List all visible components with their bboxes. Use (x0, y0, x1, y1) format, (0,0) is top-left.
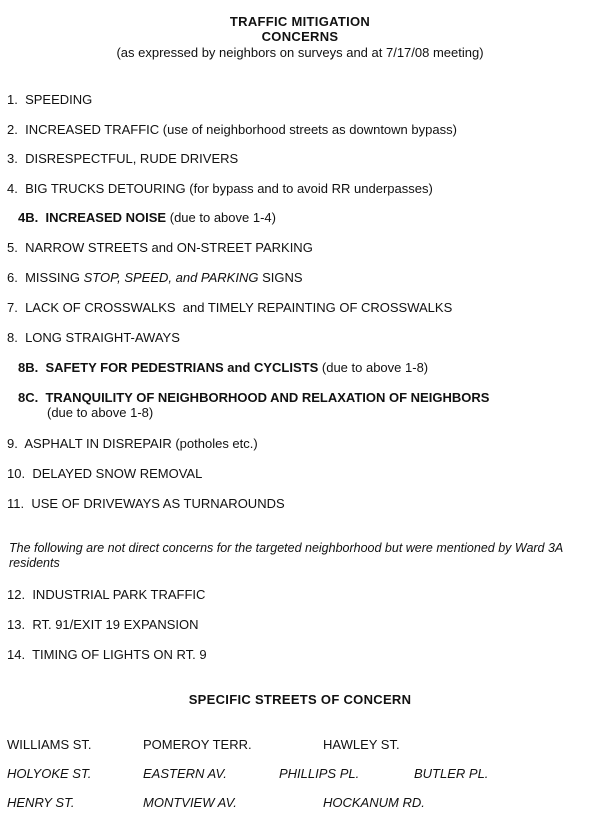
item-text: INCREASED TRAFFIC (use of neighborhood streets as downtown bypass) (25, 122, 457, 137)
subtitle: (as expressed by neighbors on surveys and at 7/17/08 meeting) (116, 45, 484, 60)
item-text: USE OF DRIVEWAYS AS TURNAROUNDS (31, 496, 285, 511)
item-number: 8B. (18, 360, 39, 375)
street-name: HENRY ST. (7, 795, 75, 810)
street-name: HAWLEY ST. (323, 737, 400, 752)
concern-item-9 (7, 436, 258, 451)
item-text: DELAYED SNOW REMOVAL (32, 466, 203, 481)
title-line-1: TRAFFIC MITIGATION (229, 14, 371, 29)
item-bold-text: INCREASED NOISE (45, 210, 167, 225)
item-text: INDUSTRIAL PARK TRAFFIC (32, 587, 206, 602)
concern-item-7 (7, 300, 452, 315)
item-text: RT. 91/EXIT 19 EXPANSION (32, 617, 199, 632)
concern-item-4b (18, 210, 276, 225)
concern-item-6 (7, 270, 303, 285)
item-number: 4. (7, 181, 18, 196)
item-text: LONG STRAIGHT-AWAYS (25, 330, 180, 345)
item-text: MISSING (25, 270, 80, 285)
item-number: 2. (7, 122, 18, 137)
item-bold-text: SAFETY FOR PEDESTRIANS and CYCLISTS (45, 360, 319, 375)
concern-item-14 (7, 647, 207, 662)
item-number: 9. (7, 436, 18, 451)
item-text: NARROW STREETS and ON-STREET PARKING (25, 240, 313, 255)
item-text: (due to above 1-4) (169, 210, 276, 225)
concern-item-11 (7, 496, 285, 511)
item-number: 14. (7, 647, 26, 662)
street-name: WILLIAMS ST. (7, 737, 92, 752)
item-text: SPEEDING (25, 92, 93, 107)
street-name: POMEROY TERR. (143, 737, 252, 752)
item-text: DISRESPECTFUL, RUDE DRIVERS (25, 151, 239, 166)
concern-item-12 (7, 587, 205, 602)
item-number: 8C. (18, 390, 39, 405)
street-name: MONTVIEW AV. (143, 795, 237, 810)
item-text: TIMING OF LIGHTS ON RT. 9 (32, 647, 207, 662)
item-number: 7. (7, 300, 18, 315)
item-number: 13. (7, 617, 26, 632)
item-text: BIG TRUCKS DETOURING (for bypass and to avoid RR underpasses) (25, 181, 433, 196)
item-italic-text: STOP, SPEED, and PARKING (83, 270, 259, 285)
concern-item-13 (7, 617, 199, 632)
item-number: 4B. (18, 210, 39, 225)
item-number: 8. (7, 330, 18, 345)
concern-item-5 (7, 240, 313, 255)
concern-item-10 (7, 466, 202, 481)
concern-item-8 (7, 330, 180, 345)
item-text: (due to above 1-8) (321, 360, 429, 375)
concern-item-1 (7, 92, 92, 107)
street-name: EASTERN AV. (143, 766, 227, 781)
concern-item-8c (18, 390, 489, 405)
concern-item-8c-note: (due to above 1-8) (47, 405, 154, 420)
street-name: HOLYOKE ST. (7, 766, 92, 781)
item-text: ASPHALT IN DISREPAIR (potholes etc.) (24, 436, 258, 451)
item-text-after: SIGNS (262, 270, 303, 285)
concern-item-2 (7, 122, 457, 137)
residents-note: The following are not direct concerns for the targeted neighborhood but were mentioned by Ward 3A residents (9, 541, 563, 570)
item-number: 6. (7, 270, 18, 285)
streets-heading: SPECIFIC STREETS OF CONCERN (188, 692, 412, 707)
concern-item-4 (7, 181, 433, 196)
item-number: 1. (7, 92, 18, 107)
item-number: 12. (7, 587, 26, 602)
concern-item-3 (7, 151, 238, 166)
item-number: 10. (7, 466, 26, 481)
item-text: LACK OF CROSSWALKS and TIMELY REPAINTING OF CROSSWALKS (25, 300, 453, 315)
street-name: PHILLIPS PL. (279, 766, 360, 781)
title-line-2: CONCERNS (261, 29, 339, 44)
item-number: 3. (7, 151, 18, 166)
concern-item-8b (18, 360, 428, 375)
street-name: BUTLER PL. (414, 766, 489, 781)
street-name: HOCKANUM RD. (323, 795, 425, 810)
item-number: 11. (7, 496, 25, 511)
item-bold-text: TRANQUILITY OF NEIGHBORHOOD AND RELAXATION OF NEIGHBORS (45, 390, 490, 405)
item-number: 5. (7, 240, 18, 255)
